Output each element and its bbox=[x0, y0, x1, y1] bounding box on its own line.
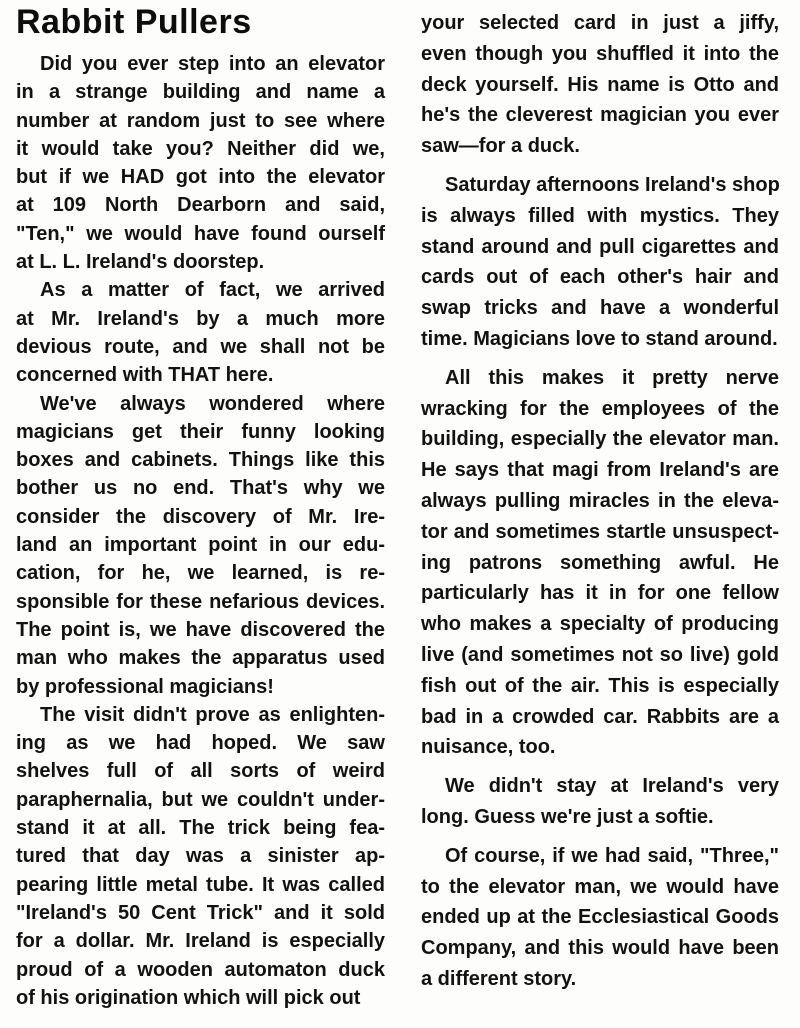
text-line: "Ireland's 50 Cent Trick" and it sold bbox=[16, 901, 385, 924]
text-line: tured that day was a sinister ap- bbox=[16, 845, 385, 868]
text-line: he's the cleverest magician you ever bbox=[421, 104, 779, 127]
text-line: All this makes it pretty nerve bbox=[445, 366, 779, 389]
paragraph bbox=[16, 50, 385, 276]
text-line: pearing little metal tube. It was called bbox=[16, 873, 385, 896]
text-line: Company, and this would have been bbox=[421, 937, 779, 960]
paragraph bbox=[421, 170, 779, 355]
left-column bbox=[16, 2, 385, 1012]
text-line: paraphernalia, but we couldn't under- bbox=[16, 788, 385, 811]
left-column-text bbox=[16, 50, 385, 1012]
text-line: As a matter of fact, we arrived bbox=[40, 279, 385, 302]
text-line: at 109 North Dearborn and said, bbox=[16, 194, 385, 217]
text-line: The point is, we have discovered the bbox=[16, 618, 385, 641]
text-line: nuisance, too. bbox=[421, 736, 556, 759]
text-line: stand it at all. The trick being fea- bbox=[16, 817, 385, 840]
text-line: stand around and pull cigarettes and bbox=[421, 235, 779, 258]
text-line: a different story. bbox=[421, 967, 577, 990]
text-line: particularly has it in for one fellow bbox=[421, 582, 779, 605]
text-line: concerned with THAT here. bbox=[16, 364, 274, 387]
text-line: We didn't stay at Ireland's very bbox=[445, 775, 779, 798]
paragraph bbox=[16, 390, 385, 701]
text-line: number at random just to see where bbox=[16, 109, 385, 132]
text-line: sponsible for these nefarious devices. bbox=[16, 590, 385, 613]
right-column bbox=[421, 8, 779, 995]
paragraph bbox=[421, 771, 779, 833]
text-line: by professional magicians! bbox=[16, 675, 274, 698]
text-line: We've always wondered where bbox=[40, 392, 385, 415]
article-title: Rabbit Pullers bbox=[16, 3, 252, 41]
text-line: building, especially the elevator man. bbox=[421, 428, 779, 451]
text-line: long. Guess we're just a softie. bbox=[421, 805, 714, 828]
text-line: "Ten," we would have found ourself bbox=[16, 222, 385, 245]
text-line: fish out of the air. This is especially bbox=[421, 674, 779, 697]
text-line: He says that magi from Ireland's are bbox=[421, 459, 779, 482]
text-line: magicians get their funny looking bbox=[16, 420, 385, 443]
right-column-text bbox=[421, 8, 779, 995]
text-line: boxes and cabinets. Things like this bbox=[16, 449, 385, 472]
text-line: of his origination which will pick out bbox=[16, 986, 361, 1009]
text-line: saw—for a duck. bbox=[421, 135, 580, 158]
text-line: cation, for he, we learned, is re- bbox=[16, 562, 385, 585]
text-line: for a dollar. Mr. Ireland is especially bbox=[16, 930, 385, 953]
text-line: shelves full of all sorts of weird bbox=[16, 760, 385, 783]
text-line: ing as we had hoped. We saw bbox=[16, 732, 385, 755]
text-line: swap tricks and have a wonderful bbox=[421, 297, 779, 320]
text-line: ing patrons something awful. He bbox=[421, 551, 779, 574]
text-line: The visit didn't prove as enlighten- bbox=[40, 703, 385, 726]
text-line: your selected card in just a jiffy, bbox=[421, 12, 779, 34]
text-line: time. Magicians love to stand around. bbox=[421, 327, 778, 350]
text-line: Of course, if we had said, "Three," bbox=[445, 844, 779, 867]
paragraph bbox=[16, 701, 385, 1012]
text-line: man who makes the apparatus used bbox=[16, 647, 385, 670]
text-line: at Mr. Ireland's by a much more bbox=[16, 307, 385, 330]
text-line: wracking for the employees of the bbox=[421, 397, 779, 420]
paragraph bbox=[421, 841, 779, 995]
text-line: live (and sometimes not so live) gold bbox=[421, 643, 779, 666]
text-line: who makes a specialty of producing bbox=[421, 613, 779, 636]
text-line: consider the discovery of Mr. Ire- bbox=[16, 505, 385, 528]
text-line: devious route, and we shall not be bbox=[16, 335, 385, 358]
text-line: in a strange building and name a bbox=[16, 81, 385, 104]
text-line: ended up at the Ecclesiastical Goods bbox=[421, 906, 779, 929]
text-line: Saturday afternoons Ireland's shop bbox=[445, 173, 780, 196]
text-line: land an important point in our edu- bbox=[16, 534, 385, 557]
paragraph bbox=[16, 276, 385, 389]
text-line: but if we HAD got into the elevator bbox=[16, 166, 385, 189]
text-line: it would take you? Neither did we, bbox=[16, 137, 385, 160]
text-line: at L. L. Ireland's doorstep. bbox=[16, 251, 265, 274]
text-line: cards out of each other's hair and bbox=[421, 266, 779, 289]
text-line: proud of a wooden automaton duck bbox=[16, 958, 385, 981]
text-line: to the elevator man, we would have bbox=[421, 875, 779, 898]
text-line: always pulling miracles in the eleva- bbox=[421, 489, 779, 512]
text-line: bother us no end. That's why we bbox=[16, 477, 385, 500]
paragraph bbox=[421, 8, 779, 162]
text-line: deck yourself. His name is Otto and bbox=[421, 73, 779, 96]
text-line: bad in a crowded car. Rabbits are a bbox=[421, 705, 779, 728]
text-line: is always filled with mystics. They bbox=[421, 204, 779, 227]
text-line: tor and sometimes startle unsuspect- bbox=[421, 520, 779, 543]
text-line: Did you ever step into an elevator bbox=[40, 53, 385, 75]
paragraph bbox=[421, 363, 779, 763]
text-line: even though you shuffled it into the bbox=[421, 42, 779, 65]
